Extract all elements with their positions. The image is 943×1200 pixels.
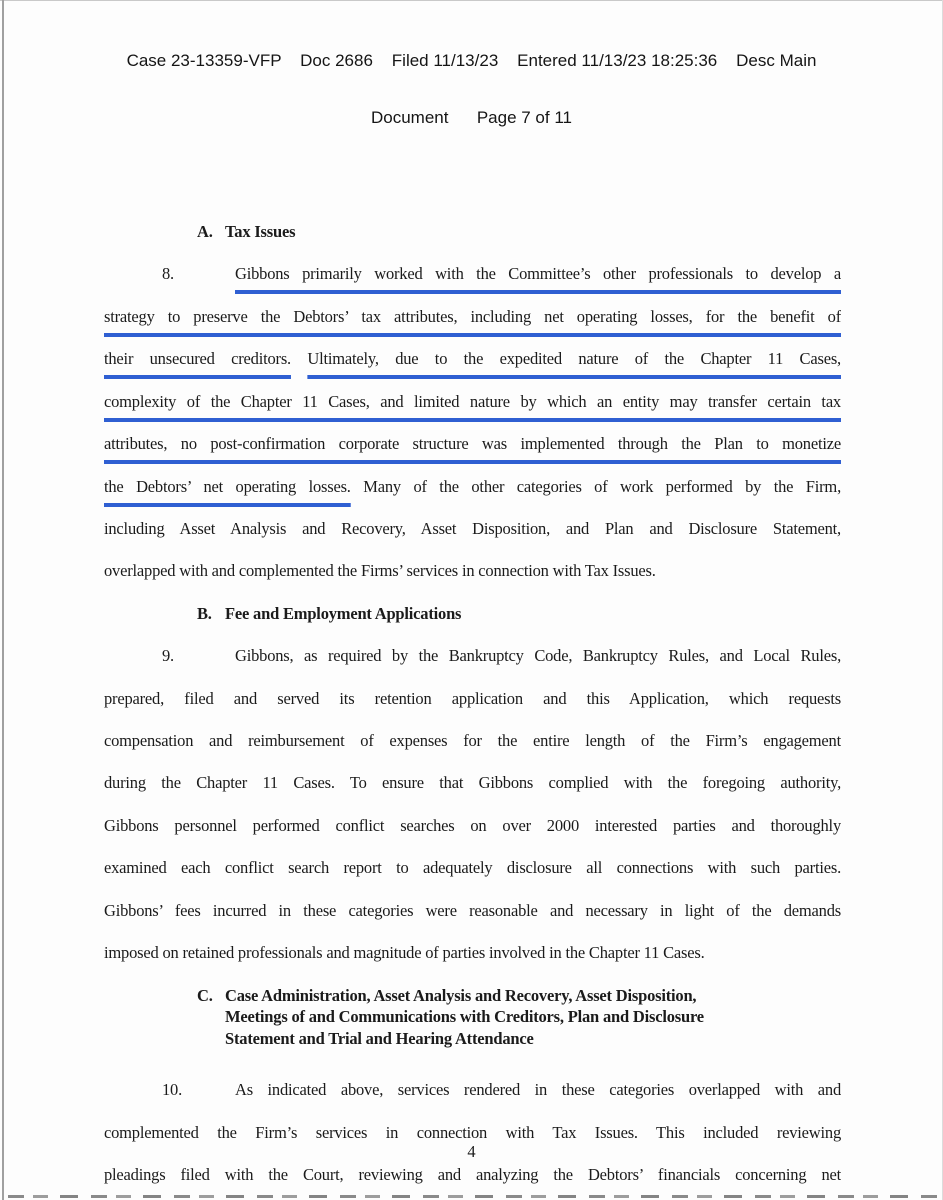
scan-top-edge — [0, 0, 943, 1]
heading-text: Tax Issues — [225, 222, 296, 241]
section-heading-b — [104, 593, 841, 635]
pacer-stamp-header — [0, 0, 943, 165]
heading-line — [104, 985, 841, 1007]
text-run: Gibbons personnel performed conflict searches on over 2000 interested parties and thoroughly — [104, 815, 841, 835]
text-run: overlapped with and complemented the Firms’ services in connection with Tax Issues. — [104, 561, 656, 581]
heading-label: C. — [197, 985, 213, 1005]
pacer-header-line-1: Case 23-13359-VFP Doc 2686 Filed 11/13/23 Entered 11/13/23 18:25:36 Desc Main — [126, 51, 817, 70]
blue-underlined-text: attributes, no post-confirmation corporate structure was implemented through the Plan to monetize — [104, 434, 841, 454]
text-run: examined each conflict search report to adequately disclosure all connections with such parties. — [104, 858, 841, 878]
para-9-line — [104, 762, 841, 804]
text-run: including Asset Analysis and Recovery, Asset Disposition, and Plan and Disclosure Statement, — [104, 518, 841, 538]
blue-underlined-text: Gibbons primarily worked with the Committee’s other professionals to develop a — [235, 264, 841, 284]
para-9-line — [104, 890, 841, 932]
blue-underlined-text: their unsecured creditors. — [104, 349, 291, 369]
pacer-header-line-2: Document Page 7 of 11 — [371, 108, 572, 127]
blue-underlined-text: the Debtors’ net operating losses. — [104, 476, 351, 496]
bottom-cutoff-text-strip — [8, 1195, 941, 1198]
para-8-line — [104, 466, 841, 508]
blue-underlined-text: Ultimately, due to the expedited nature of the Chapter 11 Cases, — [307, 349, 841, 369]
para-9-line — [104, 678, 841, 720]
para-8-line — [104, 338, 841, 380]
heading-text: Meetings of and Communications with Creditors, Plan and Disclosure — [225, 1007, 704, 1027]
para-8-line — [104, 550, 841, 592]
blue-underlined-text: complexity of the Chapter 11 Cases, and limited nature by which an entity may transfer certain tax — [104, 391, 841, 411]
para-9-line — [104, 847, 841, 889]
para-9-line — [104, 720, 841, 762]
para-9-line — [104, 805, 841, 847]
heading-line — [104, 1028, 841, 1050]
section-heading-c — [104, 985, 841, 1050]
para-8-line — [104, 508, 841, 550]
text-run: Many of the other categories of work performed by the Firm, — [350, 476, 841, 496]
text-run: compensation and reimbursement of expenses for the entire length of the Firm’s engagement — [104, 731, 841, 751]
heading-text: Case Administration, Asset Analysis and Recovery, Asset Disposition, — [225, 985, 697, 1005]
text-run: imposed on retained professionals and magnitude of parties involved in the Chapter 11 Cases. — [104, 943, 705, 963]
para-8-line — [104, 253, 841, 295]
text-run: complemented the Firm’s services in connection with Tax Issues. This included reviewing — [104, 1122, 841, 1142]
para-10-line — [104, 1069, 841, 1111]
para-9-line — [104, 635, 841, 677]
para-9-line — [104, 932, 841, 974]
blue-underlined-text: strategy to preserve the Debtors’ tax attributes, including net operating losses, for the benefit of — [104, 306, 841, 326]
para-8-line — [104, 296, 841, 338]
paragraph-number: 8. — [162, 264, 174, 284]
text-run — [291, 349, 307, 368]
paragraph-number: 10. — [162, 1080, 183, 1100]
heading-text: Statement and Trial and Hearing Attendance — [225, 1028, 534, 1048]
text-run: prepared, filed and served its retention application and this Application, which requests — [104, 688, 841, 708]
section-heading-a — [104, 211, 841, 253]
text-run: Gibbons’ fees incurred in these categories were reasonable and necessary in light of the demands — [104, 900, 841, 920]
heading-label: A. — [197, 222, 213, 241]
heading-line — [104, 1006, 841, 1028]
text-run: Gibbons, as required by the Bankruptcy Code, Bankruptcy Rules, and Local Rules, — [235, 646, 841, 666]
text-run: during the Chapter 11 Cases. To ensure that Gibbons complied with the foregoing authority, — [104, 773, 841, 793]
text-run: pleadings filed with the Court, reviewing and analyzing the Debtors’ financials concerning net — [104, 1165, 841, 1185]
scan-left-edge — [2, 0, 4, 1200]
heading-text: Fee and Employment Applications — [225, 603, 462, 623]
text-run: As indicated above, services rendered in these categories overlapped with and — [235, 1080, 841, 1100]
page-number: 4 — [467, 1142, 476, 1161]
paragraph-number: 9. — [162, 646, 174, 666]
para-8-line — [104, 381, 841, 423]
para-8-line — [104, 423, 841, 465]
heading-label: B. — [197, 603, 212, 623]
document-body — [104, 211, 841, 1197]
